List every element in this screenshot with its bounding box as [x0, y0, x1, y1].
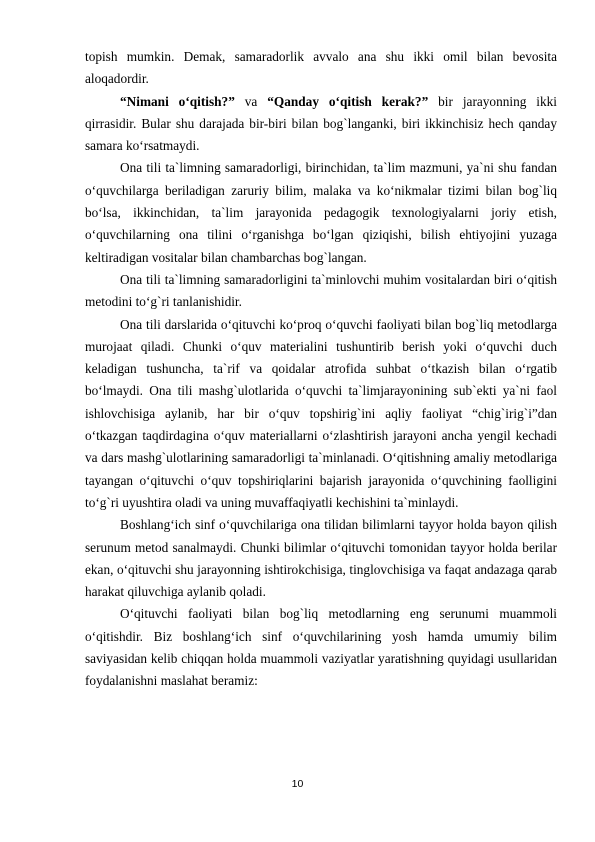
paragraph-questions-text: bir jarayonning ikki qirrasidir. Bular shu darajada bir-biri bilan bog`langanki, biri ikkinchisiz hech qanday samara ko‘rsatmaydi.	[85, 93, 557, 154]
paragraph-problem-teaching: O‘qituvchi faoliyati bilan bog`liq metodlarning eng serunumi muammoli o‘qitishdir. Biz boshlang‘ich sinf o‘quvchilarining yosh hamda umumiy bilim saviyasidan kelib chiqqan holda muammoli vaziyatlar yaratishning quyidagi usullaridan foydalanishni maslahat beramiz:	[85, 606, 557, 689]
question-what-to-teach: “Nimani o‘qitish?”	[120, 93, 235, 109]
paragraph-method-choice: Ona tili ta`limning samaradorligini ta`minlovchi muhim vositalardan biri o‘qitish metodini to‘g`ri tanlanishidir.	[85, 271, 557, 310]
page-number: 10	[291, 778, 304, 790]
paragraph-lessons: Ona tili darslarida o‘qituvchi ko‘proq o‘quvchi faoliyati bilan bog`liq metodlarga murojaat qiladi. Chunki o‘quv materialini tushuntirib berish yoki o‘quvchi duch keladigan tushuncha, ta`rif va qoidalar atrofida suhbat o‘tkazish bilan o‘rgatib bo‘lmaydi. Ona tili mashg`ulotlarida o‘quvchi ta`limjarayonining sub`ekti ya`ni faol ishlovchisiga aylanib, har bir o‘quv topshirig`ini aqliy faoliyat “chig`irig`i”dan o‘tkazgan taqdirdagina o‘quv materiallarni o‘zlashtirish jarayoni ancha yengil kechadi va dars mashg`ulotlarining samaradorligi ta`minlanadi. O‘qitishning amaliy metodlariga tayangan o‘qituvchi o‘quv topshiriqlarini bajarish jarayonida o‘quvchining faolligini to‘g`ri uyushtira oladi va uning muvaffaqiyatli kechishini ta`minlaydi.	[85, 316, 557, 510]
paragraph-questions	[85, 91, 557, 158]
paragraph-effectiveness: Ona tili ta`limning samaradorligi, birinchidan, ta`lim mazmuni, ya`ni shu fandan o‘quvchilarga beriladigan zaruriy bilim, malaka va ko‘nikmalar tizimi bilan bog`liq bo‘lsa, ikkinchidan, ta`lim jarayonida pedagogik texnologiyalarni joriy etish, o‘quvchilarning ona tilini o‘rganishga bo‘lgan qiziqishi, bilish ehtiyojini yuzaga keltiradigan vositalar bilan chambarchas bog`langan.	[85, 160, 557, 265]
paragraph-connector: va	[234, 93, 268, 109]
paragraph-primary-school: Boshlang‘ich sinf o‘quvchilariga ona tilidan bilimlarni tayyor holda bayon qilish serunum metod sanalmaydi. Chunki bilimlar o‘qituvchi tomonidan tayyor holda berilar ekan, o‘qituvchi shu jarayonning ishtirokchisiga, tinglovchisiga va faqat andazaga qarab harakat qiluvchiga aylanib qoladi.	[85, 517, 557, 600]
paragraph-continuation: topish mumkin. Demak, samaradorlik avvalo ana shu ikki omil bilan bevosita aloqadordir.	[85, 49, 557, 87]
question-how-to-teach: “Qanday o‘qitish kerak?”	[267, 93, 429, 109]
